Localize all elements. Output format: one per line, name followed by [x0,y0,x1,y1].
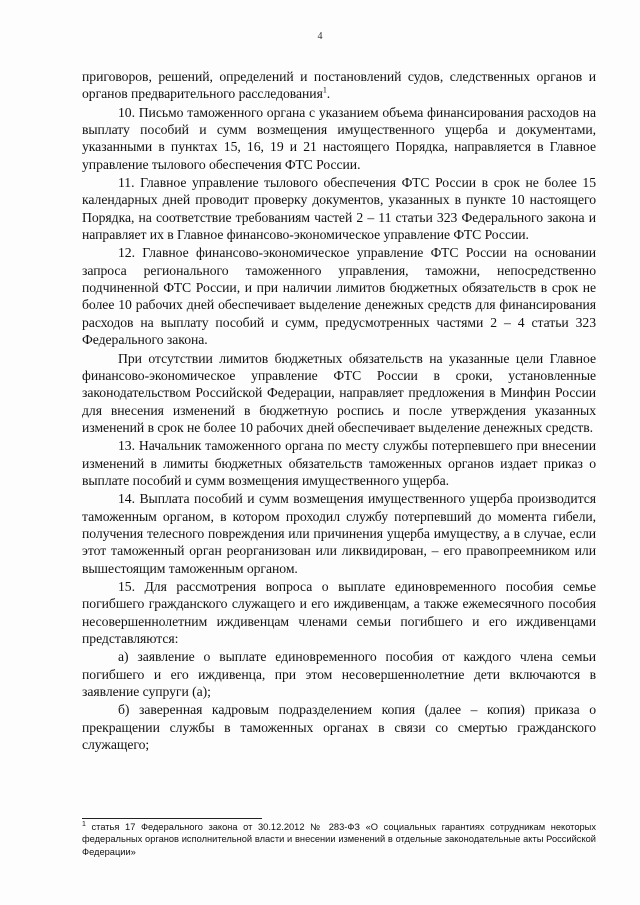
page-number: 4 [317,31,323,42]
footnote-reference[interactable]: 1 [322,85,327,95]
document-body [82,68,596,753]
paragraph-15-a: а) заявление о выплате единовременного пособия от каждого члена семьи погибшего и его иждивенца, при этом несовершеннолетние дети включаются в заявление супруги (а); [82,649,596,700]
footnote-marker: 1 [82,820,86,828]
paragraph-text: приговоров, решений, определений и постановлений судов, следственных органов и органов предварительного расследования [82,69,596,102]
paragraph-15-b: б) заверенная кадровым подразделением копия (далее – копия) приказа о прекращении службы в таможенных органах в связи со смертью гражданского служащего; [82,702,596,753]
paragraph-15: 15. Для рассмотрения вопроса о выплате единовременного пособия семье погибшего гражданского служащего и его иждивенцам, а также ежемесячного пособия несовершеннолетним иждивенцам членами семьи погибшего и его иждивенцами представляются: [82,578,596,646]
paragraph-13: 13. Начальник таможенного органа по месту службы потерпевшего при внесении изменений в лимиты бюджетных обязательств таможенных органов издает приказ о выплате пособий и сумм возмещения имущественного ущерба. [82,438,596,488]
paragraph-11: 11. Главное управление тылового обеспечения ФТС России в срок не более 15 календарных дней проводит проверку документов, указанных в пункте 10 настоящего Порядка, на соответствие требованиям частей 2 – 11 статьи 323 Федерального закона и направляет их в Главное финансово-экономическое управление ФТС России. [82,175,596,243]
paragraph-end: . [326,86,331,102]
paragraph-12: 12. Главное финансово-экономическое управление ФТС России на основании запроса регионального таможенного управления, таможни, непосредственно подчиненной ФТС России, и при наличии лимитов бюджетных обязательств в срок не более 10 рабочих дней обеспечивает выделение денежных средств для финансирования расходов на выплату пособий и сумм, предусмотренных частями 2 – 4 статьи 323 Федерального закона. [82,245,596,348]
paragraph-12-note: При отсутствии лимитов бюджетных обязательств на указанные цели Главное финансово-экономическое управление ФТС России в сроки, установленные законодательством Российской Федерации, направляет предложения в Минфин России для внесения изменений в бюджетную роспись и после утверждения указанных изменений в срок не более 10 рабочих дней обеспечивает выделение денежных средств. [82,350,596,435]
paragraph-14: 14. Выплата пособий и сумм возмещения имущественного ущерба производится таможенным органом, в котором проходил службу потерпевший до момента гибели, получения телесного повреждения или причинения ущерба имуществу, а в случае, если этот таможенный орган реорганизован или ликвидирован, – его правопреемником или вышестоящим таможенным органом. [82,491,596,576]
footnote-divider [82,818,262,819]
footnote [82,821,596,858]
paragraph-continuation [82,68,596,103]
paragraph-10: 10. Письмо таможенного органа с указанием объема финансирования расходов на выплату пособий и сумм возмещения имущественного ущерба и документами, указанными в пунктах 15, 16, 19 и 21 настоящего Порядка, направляется в Главное управление тылового обеспечения ФТС России. [82,104,596,172]
footnote-text: статья 17 Федерального закона от 30.12.2012 № 283-ФЗ «О социальных гарантиях сотрудникам некоторых федеральных органов исполнительной власти и внесении изменений в отдельные законодательные акты Российской Федерации» [82,822,596,857]
